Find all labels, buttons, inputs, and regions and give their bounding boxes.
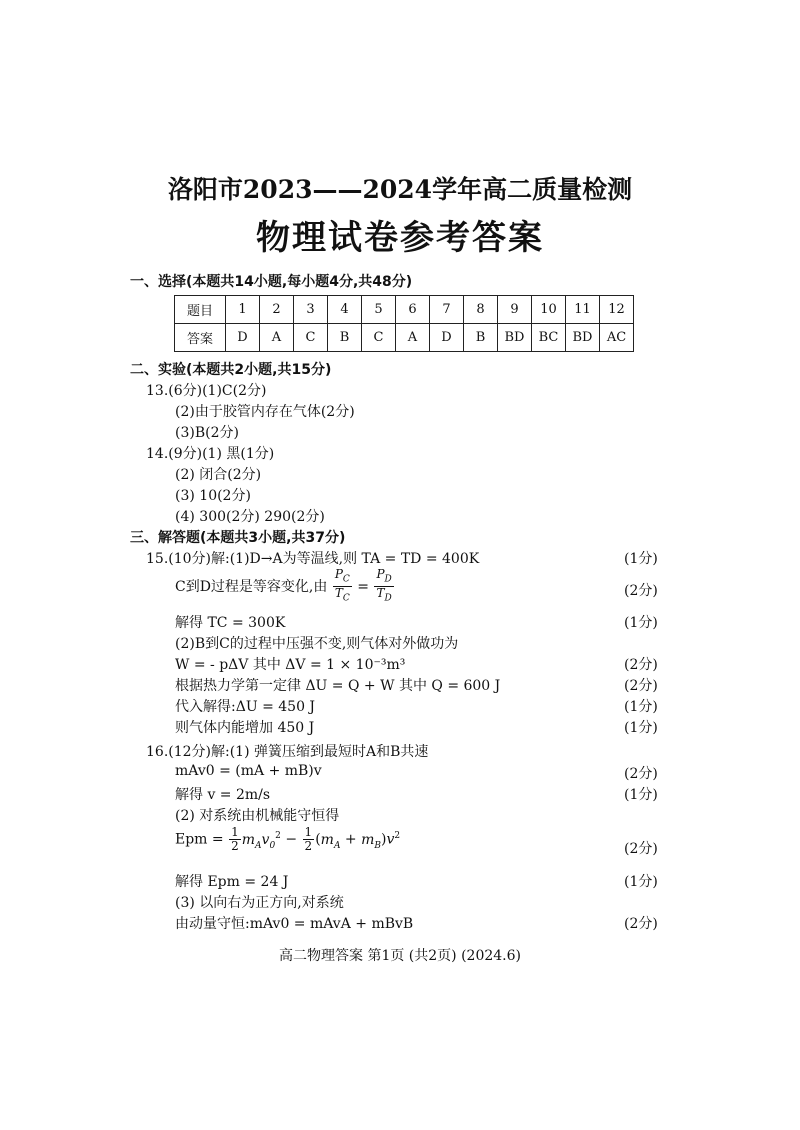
q16-line: Epm = $\frac{1}{2}$ $m_Av_0^2$ − $\frac{1}{2}$ $(m_A + m_B)v^2$ [175, 825, 401, 853]
table-cell: A [396, 324, 430, 352]
q16-line: (3) 以向右为正方向,对系统 [175, 895, 344, 911]
q15-line: 解得 TC = 300K [175, 615, 286, 631]
table-cell: 2 [260, 296, 294, 324]
q15-line: 则气体内能增加 450 J [175, 720, 315, 736]
table-cell: 9 [498, 296, 532, 324]
q16-line: 解得 Epm = 24 J [175, 874, 289, 890]
score-label: (2分) [624, 766, 658, 782]
answer-line: (2)由于胶管内存在气体(2分) [175, 404, 355, 420]
table-cell: D [430, 324, 464, 352]
answer-line: 14.(9分)(1) 黑(1分) [146, 446, 275, 462]
score-label: (1分) [624, 787, 658, 803]
score-label: (2分) [624, 678, 658, 694]
score-label: (1分) [624, 699, 658, 715]
q16-line: (2) 对系统由机械能守恒得 [175, 808, 340, 824]
fraction-half: $\frac{1}{2}$ [304, 825, 313, 853]
score-label: (1分) [624, 720, 658, 736]
fraction-half: $\frac{1}{2}$ [231, 825, 239, 853]
answer-table [174, 295, 634, 352]
table-cell: 4 [328, 296, 362, 324]
q16-line: mAv0 = (mA + mB)v [175, 763, 322, 779]
section2-heading: 二、实验(本题共2小题,共15分) [130, 362, 332, 378]
q15-line: 代入解得:ΔU = 450 J [175, 699, 316, 715]
table-cell: 11 [566, 296, 600, 324]
q16-text: Epm = [175, 831, 224, 848]
q15-line: W = - pΔV 其中 ΔV = 1 × 10⁻³m³ [175, 657, 406, 673]
score-label: (1分) [624, 551, 658, 567]
answer-line: (2) 闭合(2分) [175, 467, 262, 483]
table-cell: C [362, 324, 396, 352]
q15-line: 根据热力学第一定律 ΔU = Q + W 其中 Q = 600 J [175, 678, 501, 694]
table-cell: 6 [396, 296, 430, 324]
fraction-pc-tc: $\frac{P_C}{T_C}$ [334, 567, 350, 604]
page-footer: 高二物理答案 第1页 (共2页) (2024.6) [279, 948, 521, 964]
table-row-label: 答案 [175, 324, 226, 352]
score-label: (2分) [624, 583, 658, 599]
table-cell: 10 [532, 296, 566, 324]
table-cell: AC [600, 324, 634, 352]
table-cell: 7 [430, 296, 464, 324]
table-row [175, 296, 634, 324]
answer-line: (3) 10(2分) [175, 488, 251, 504]
q15-line: 15.(10分)解:(1)D→A为等温线,则 TA = TD = 400K [146, 551, 480, 567]
table-row [175, 324, 634, 352]
table-cell: B [464, 324, 498, 352]
table-cell: 3 [294, 296, 328, 324]
table-cell: D [226, 324, 260, 352]
q15-line: C到D过程是等容变化,由 $\frac{P_C}{T_C}$ = $\frac{P_D}{T_D}$ [175, 567, 392, 604]
table-cell: A [260, 324, 294, 352]
score-label: (2分) [624, 916, 658, 932]
q16-line: 解得 v = 2m/s [175, 787, 271, 803]
score-label: (2分) [624, 841, 658, 857]
table-cell: 1 [226, 296, 260, 324]
answer-line: (3)B(2分) [175, 425, 239, 441]
q16-line: 由动量守恒:mAv0 = mAvA + mBvB [175, 916, 414, 932]
q15-text: C到D过程是等容变化,由 [175, 578, 328, 595]
answer-line: (4) 300(2分) 290(2分) [175, 509, 325, 525]
table-cell: 8 [464, 296, 498, 324]
table-cell: C [294, 324, 328, 352]
section1-heading: 一、选择(本题共14小题,每小题4分,共48分) [130, 274, 413, 290]
document-subtitle: 物理试卷参考答案 [256, 218, 544, 258]
table-cell: B [328, 324, 362, 352]
score-label: (2分) [624, 657, 658, 673]
fraction-pd-td: $\frac{P_D}{T_D}$ [376, 567, 392, 604]
table-cell: BD [566, 324, 600, 352]
table-row-label: 题目 [175, 296, 226, 324]
q15-line: (2)B到C的过程中压强不变,则气体对外做功为 [175, 636, 459, 652]
q16-line: 16.(12分)解:(1) 弹簧压缩到最短时A和B共速 [146, 744, 429, 760]
table-cell: 12 [600, 296, 634, 324]
answer-line: 13.(6分)(1)C(2分) [146, 383, 267, 399]
table-cell: BD [498, 324, 532, 352]
score-label: (1分) [624, 874, 658, 890]
score-label: (1分) [624, 615, 658, 631]
table-cell: BC [532, 324, 566, 352]
section3-heading: 三、解答题(本题共3小题,共37分) [130, 530, 346, 546]
document-title: 洛阳市2023——2024学年高二质量检测 [167, 175, 633, 204]
table-cell: 5 [362, 296, 396, 324]
